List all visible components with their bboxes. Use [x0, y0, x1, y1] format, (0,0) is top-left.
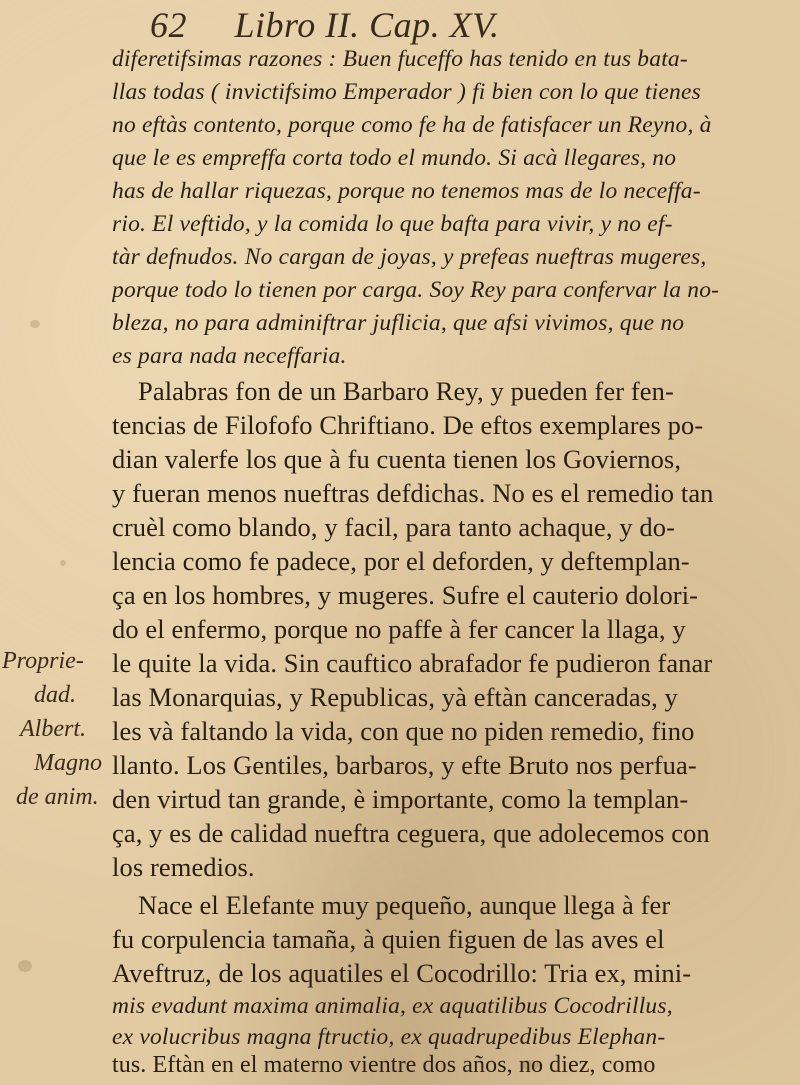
text-line: diferetifsimas razones : Buen fuceffo has tenido en tus bata- [112, 46, 688, 72]
text-line: fu corpulencia tamaña, à quien figuen de las aves el [112, 924, 665, 954]
paper-stain [18, 960, 32, 972]
text-line: porque todo lo tienen por carga. Soy Rey para confervar la no- [112, 277, 720, 303]
paper-stain [30, 320, 40, 328]
text-line: bleza, no para adminiftrar juflicia, que afsi vivimos, que no [112, 310, 685, 336]
margin-note: dad. [34, 682, 76, 708]
paper-stain [60, 560, 66, 566]
text-line: Aveftruz, de los aquatiles el Cocodrillo: Tria ex, mini- [112, 958, 692, 988]
text-line: ex volucribus magna ftructio, ex quadrupedibus Elephan- [112, 1024, 666, 1050]
text-line: mis evadunt maxima animalia, ex aquatilibus Cocodrillus, [112, 993, 673, 1019]
text-line: le quite la vida. Sin cauftico abrafador fe pudieron fanar [112, 648, 713, 678]
text-line: y fueran menos nueftras defdichas. No es el remedio tan [112, 478, 714, 508]
text-line: cruèl como blando, y facil, para tanto achaque, y do- [112, 512, 676, 542]
text-line: do el enfermo, porque no paffe à fer cancer la llaga, y [112, 614, 686, 644]
text-line: den virtud tan grande, è importante, como la templan- [112, 784, 689, 814]
text-line: llas todas ( invictifsimo Emperador ) fi bien con lo que tienes [112, 79, 701, 105]
paper-stain [520, 1060, 540, 1070]
text-line: rio. El veftido, y la comida lo que bafta para vivir, y no ef- [112, 211, 673, 237]
text-line: ça, y es de calidad nueftra ceguera, que adolecemos con [112, 818, 710, 848]
text-line: tàr defnudos. No cargan de joyas, y prefeas nueftras mugeres, [112, 244, 707, 270]
page-number: 62 [150, 5, 187, 45]
text-line: lencia como fe padece, por el deforden, y deftemplan- [112, 546, 690, 576]
margin-note: Albert. [20, 716, 86, 742]
text-line: es para nada neceffaria. [112, 343, 347, 369]
text-line: ça en los hombres, y mugeres. Sufre el cauterio dolori- [112, 580, 699, 610]
text-line: tencias de Filofofo Chriftiano. De eftos exemplares po- [112, 410, 704, 440]
margin-note: de anim. [16, 784, 99, 810]
text-line: que le es empreffa corta todo el mundo. Si acà llegares, no [112, 145, 677, 171]
text-line: has de hallar riquezas, porque no tenemos mas de lo neceffa- [112, 178, 701, 204]
margin-note: Proprie- [2, 648, 84, 674]
text-line: dian valerfe los que à fu cuenta tienen los Goviernos, [112, 444, 682, 474]
text-line: tus. Eftàn en el materno vientre dos años, no diez, como [112, 1052, 656, 1078]
text-line: Palabras fon de un Barbaro Rey, y pueden fer fen- [138, 376, 674, 406]
text-line: los remedios. [112, 852, 255, 882]
page-header [150, 4, 790, 44]
margin-note: Magno [34, 750, 102, 776]
text-line: les và faltando la vida, con que no piden remedio, fino [112, 716, 695, 746]
text-line: llanto. Los Gentiles, barbaros, y efte Bruto nos perfua- [112, 750, 697, 780]
text-line: Nace el Elefante muy pequeño, aunque llega à fer [138, 890, 671, 920]
text-line: no eftàs contento, porque como fe ha de fatisfacer un Reyno, à [112, 112, 712, 138]
running-title: Libro II. Cap. XV. [234, 5, 500, 45]
text-line: las Monarquias, y Republicas, yà eftàn canceradas, y [112, 682, 678, 712]
